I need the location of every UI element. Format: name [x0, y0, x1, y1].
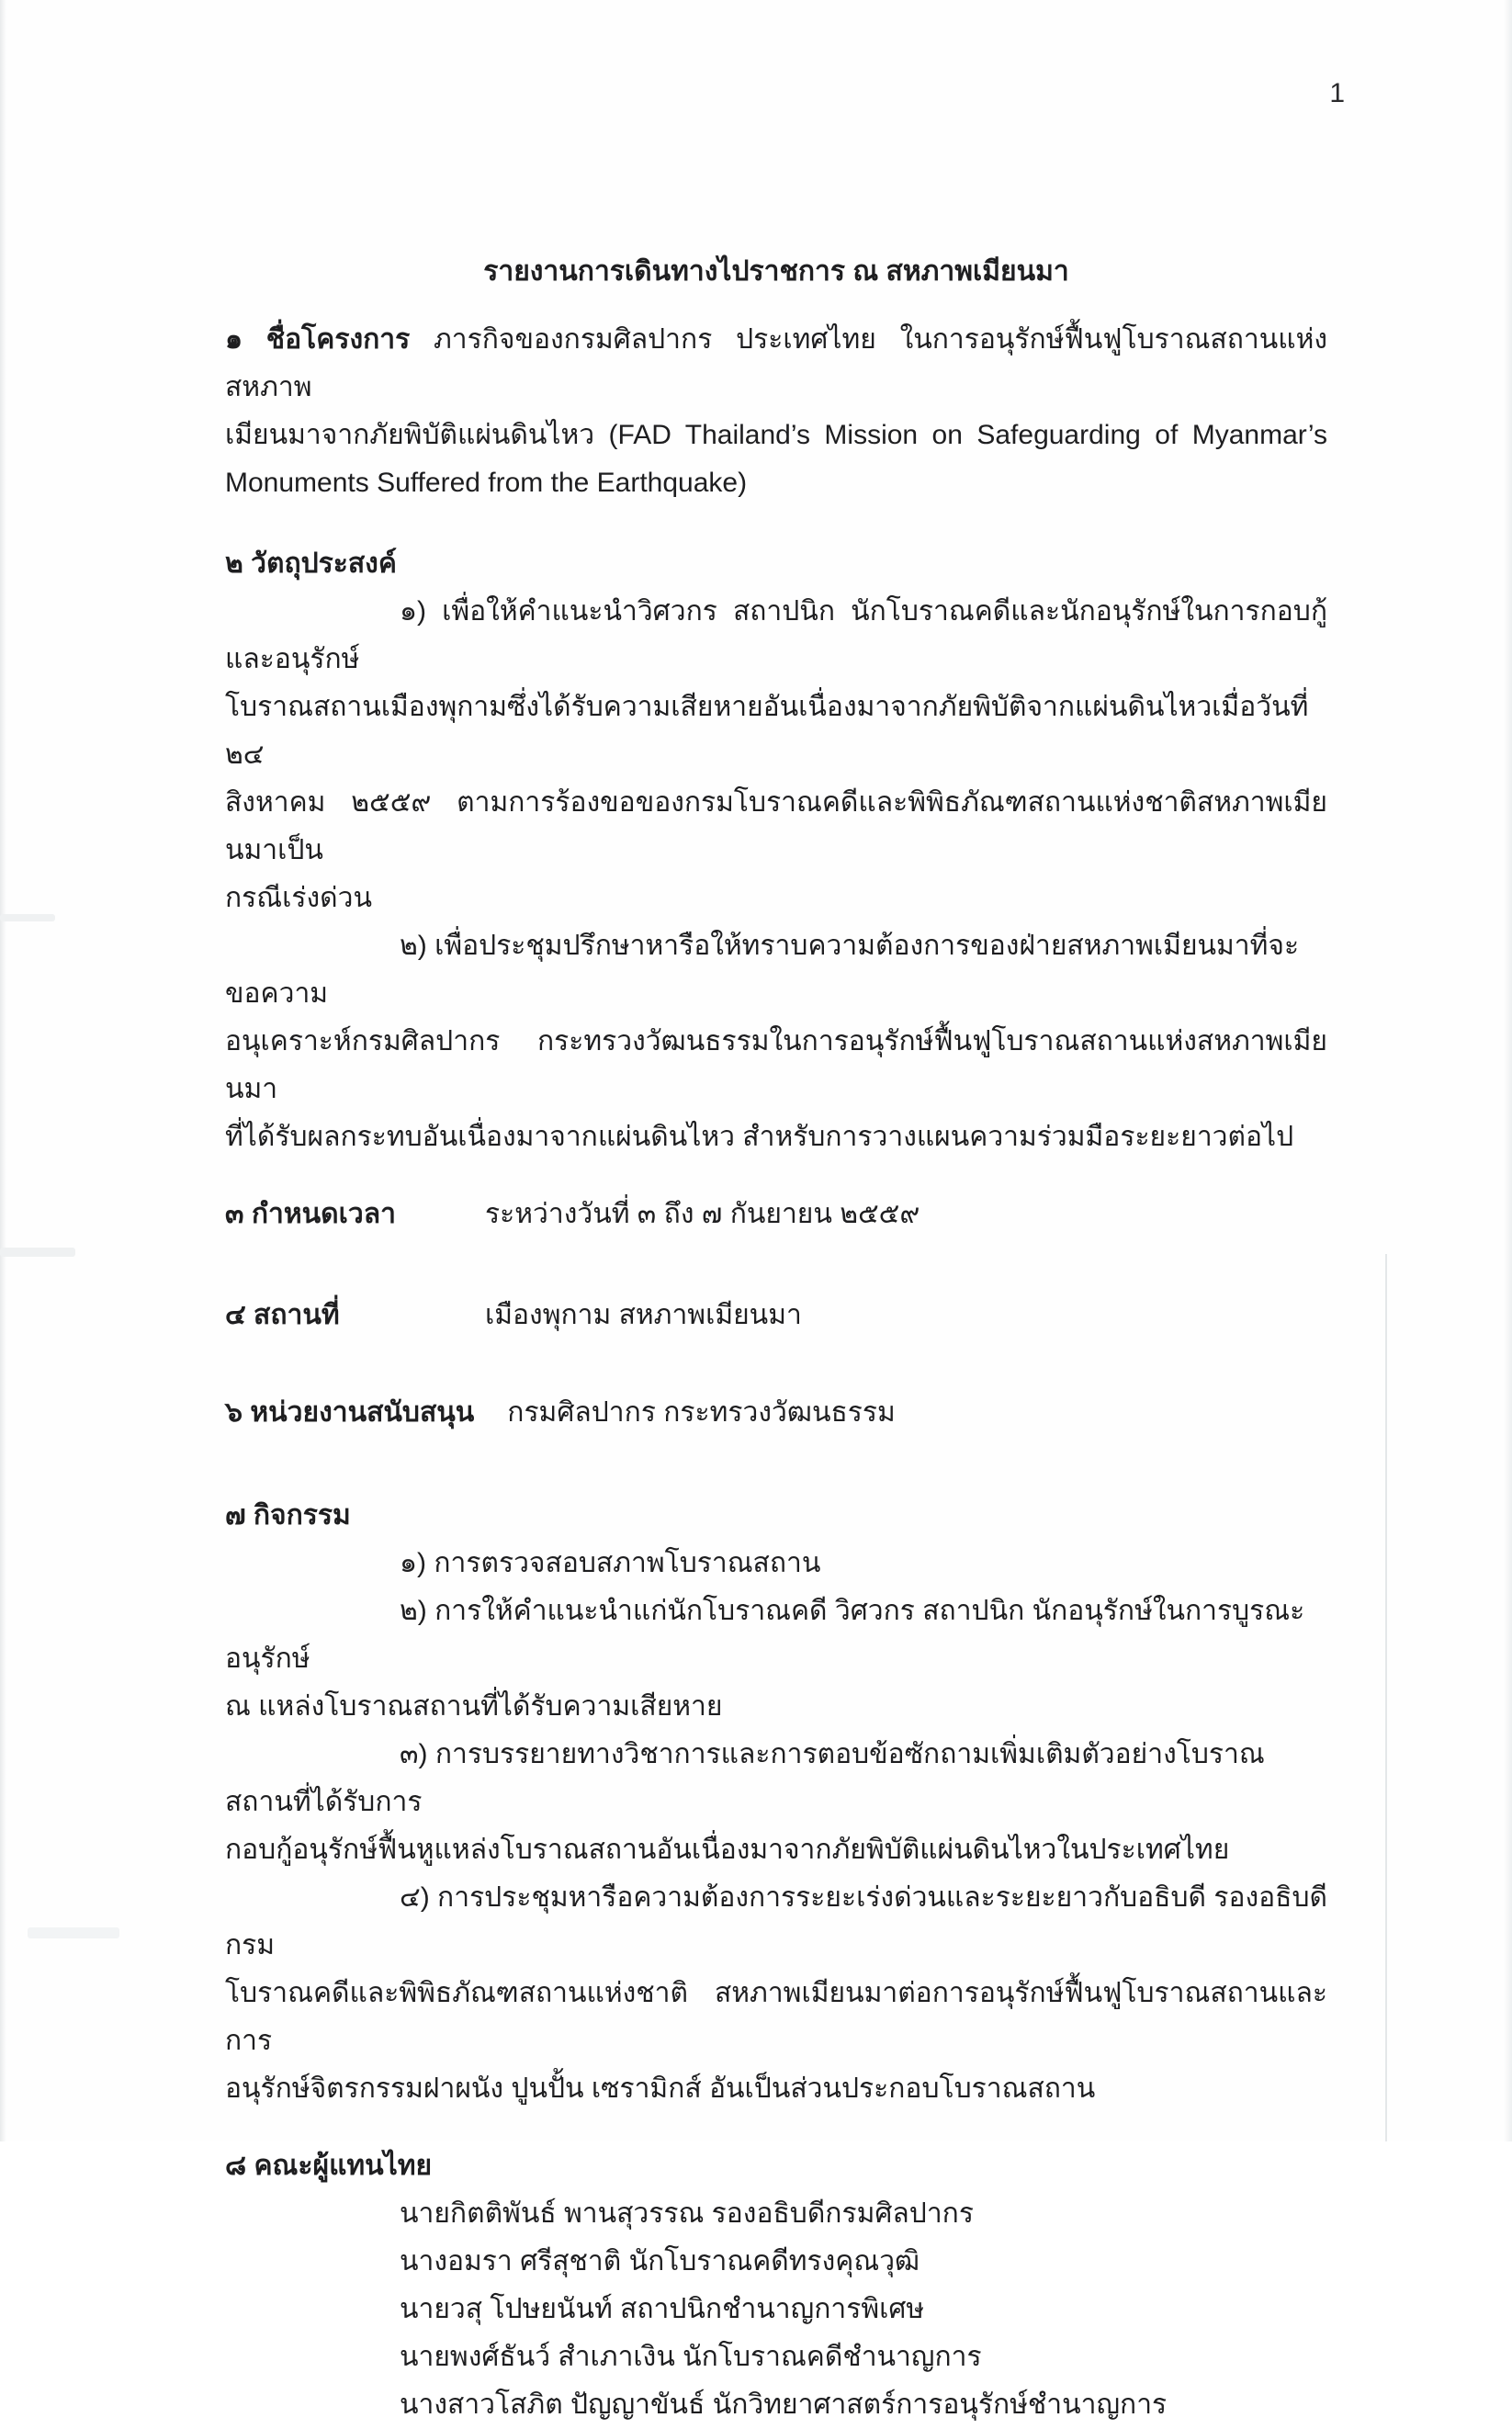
- activity-3-line: กอบกู้อนุรักษ์ฟื้นหูแหล่งโบราณสถานอันเนื่องมาจากภัยพิบัติแผ่นดินไหวในประเทศไทย: [225, 1835, 1230, 1865]
- delegate-name: นางสาวโสภิต ปัญญาขันธ์ นักวิทยาศาสตร์การอนุรักษ์ชำนาญการ: [400, 2389, 1168, 2420]
- objective-1-line: โบราณสถานเมืองพุกามซึ่งได้รับความเสียหายอันเนื่องมาจากภัยพิบัติจากแผ่นดินไหวเมื่อวันที่ ๒๔: [225, 692, 1309, 770]
- document-content: [225, 0, 1327, 2429]
- page-number: 1: [1329, 78, 1345, 108]
- activity-1-line: ๑) การตรวจสอบสภาพโบราณสถาน: [400, 1548, 821, 1578]
- activity-2-line: ๒) การให้คำแนะนำแก่นักโบราณคดี วิศวกร สถาปนิก นักอนุรักษ์ในการบูรณะอนุรักษ์: [225, 1596, 1305, 1674]
- objective-1-line: สิงหาคม ๒๕๕๙ ตามการร้องขอของกรมโบราณคดีและพิพิธภัณฑสถานแห่งชาติสหภาพเมียนมาเป็น: [225, 787, 1327, 865]
- section-8-heading: ๘ คณะผู้แทนไทย: [225, 2151, 433, 2181]
- delegate-name: นายวสุ โปษยนันท์ สถาปนิกชำนาญการพิเศษ: [400, 2294, 925, 2324]
- objective-2-line: อนุเคราะห์กรมศิลปากร กระทรวงวัฒนธรรมในการอนุรักษ์ฟื้นฟูโบราณสถานแห่งสหภาพเมียนมา: [225, 1026, 1327, 1104]
- scan-artifact-smudge: [0, 914, 55, 921]
- schedule-value: ระหว่างวันที่ ๓ ถึง ๗ กันยายน ๒๕๕๙: [485, 1199, 920, 1229]
- section-4-heading: ๔ สถานที่: [225, 1300, 340, 1330]
- activity-2-line: ณ แหล่งโบราณสถานที่ได้รับความเสียหาย: [225, 1691, 723, 1722]
- delegate-name: นายพงศ์ธันว์ สำเภาเงิน นักโบราณคดีชำนาญการ: [400, 2342, 982, 2372]
- objective-1-line: กรณีเร่งด่วน: [225, 883, 372, 913]
- scan-edge-left: [0, 0, 6, 2141]
- section-3-heading: ๓ กำหนดเวลา: [225, 1199, 396, 1229]
- agency-value: กรมศิลปากร กระทรวงวัฒนธรรม: [507, 1397, 896, 1428]
- delegate-name: นายกิตติพันธ์ พานสุวรรณ รองอธิบดีกรมศิลปากร: [400, 2198, 974, 2229]
- objective-2-line: ที่ได้รับผลกระทบอันเนื่องมาจากแผ่นดินไหว สำหรับการวางแผนความร่วมมือระยะยาวต่อไป: [225, 1122, 1294, 1152]
- activity-4-line: โบราณคดีและพิพิธภัณฑสถานแห่งชาติ สหภาพเมียนมาต่อการอนุรักษ์ฟื้นฟูโบราณสถานและการ: [225, 1978, 1327, 2056]
- objective-1-line: ๑) เพื่อให้คำแนะนำวิศวกร สถาปนิก นักโบราณคดีและนักอนุรักษ์ในการกอบกู้และอนุรักษ์: [225, 596, 1327, 674]
- section-location: [225, 1292, 1327, 1339]
- activity-4-line: อนุรักษ์จิตรกรรมฝาผนัง ปูนปั้น เซรามิกส์ อันเป็นส่วนประกอบโบราณสถาน: [225, 2073, 1096, 2104]
- scan-artifact-smudge: [28, 1927, 119, 1938]
- activity-4-line: ๔) การประชุมหารือความต้องการระยะเร่งด่วนและระยะยาวกับอธิบดี รองอธิบดี กรม: [225, 1882, 1327, 1960]
- activity-3-line: ๓) การบรรยายทางวิชาการและการตอบข้อซักถามเพิ่มเติมตัวอย่างโบราณสถานที่ได้รับการ: [225, 1739, 1265, 1817]
- scan-artifact-smudge: [0, 1248, 75, 1257]
- section-project-name: [225, 316, 1327, 507]
- section-schedule: [225, 1191, 1327, 1238]
- section-7-heading: ๗ กิจกรรม: [225, 1500, 351, 1531]
- text-line: Monuments Suffered from the Earthquake): [225, 468, 748, 498]
- document-title: รายงานการเดินทางไปราชการ ณ สหภาพเมียนมา: [483, 256, 1069, 287]
- scan-edge-right: [1504, 0, 1512, 2141]
- location-value: เมืองพุกาม สหภาพเมียนมา: [485, 1300, 802, 1330]
- objective-2-line: ๒) เพื่อประชุมปรึกษาหารือให้ทราบความต้องการของฝ่ายสหภาพเมียนมาที่จะขอความ: [225, 931, 1300, 1009]
- scan-artifact-vertical-line: [1385, 1254, 1387, 2141]
- section-1-heading: ๑ ชื่อโครงการ: [225, 324, 411, 355]
- section-1-text: ภารกิจของกรมศิลปากร ประเทศไทย ในการอนุรักษ์ฟื้นฟูโบราณสถานแห่งสหภาพ: [225, 324, 1327, 402]
- delegate-name: นางอมรา ศรีสุชาติ นักโบราณคดีทรงคุณวุฒิ: [400, 2246, 920, 2276]
- section-2-heading: ๒ วัตถุประสงค์: [225, 548, 397, 579]
- text-line: [225, 316, 1327, 412]
- section-supporting-agency: [225, 1389, 1327, 1437]
- section-6-heading: ๖ หน่วยงานสนับสนุน: [225, 1397, 475, 1428]
- text-line: เมียนมาจากภัยพิบัติแผ่นดินไหว (FAD Thailand’s Mission on Safeguarding of Myanmar’s: [225, 420, 1327, 450]
